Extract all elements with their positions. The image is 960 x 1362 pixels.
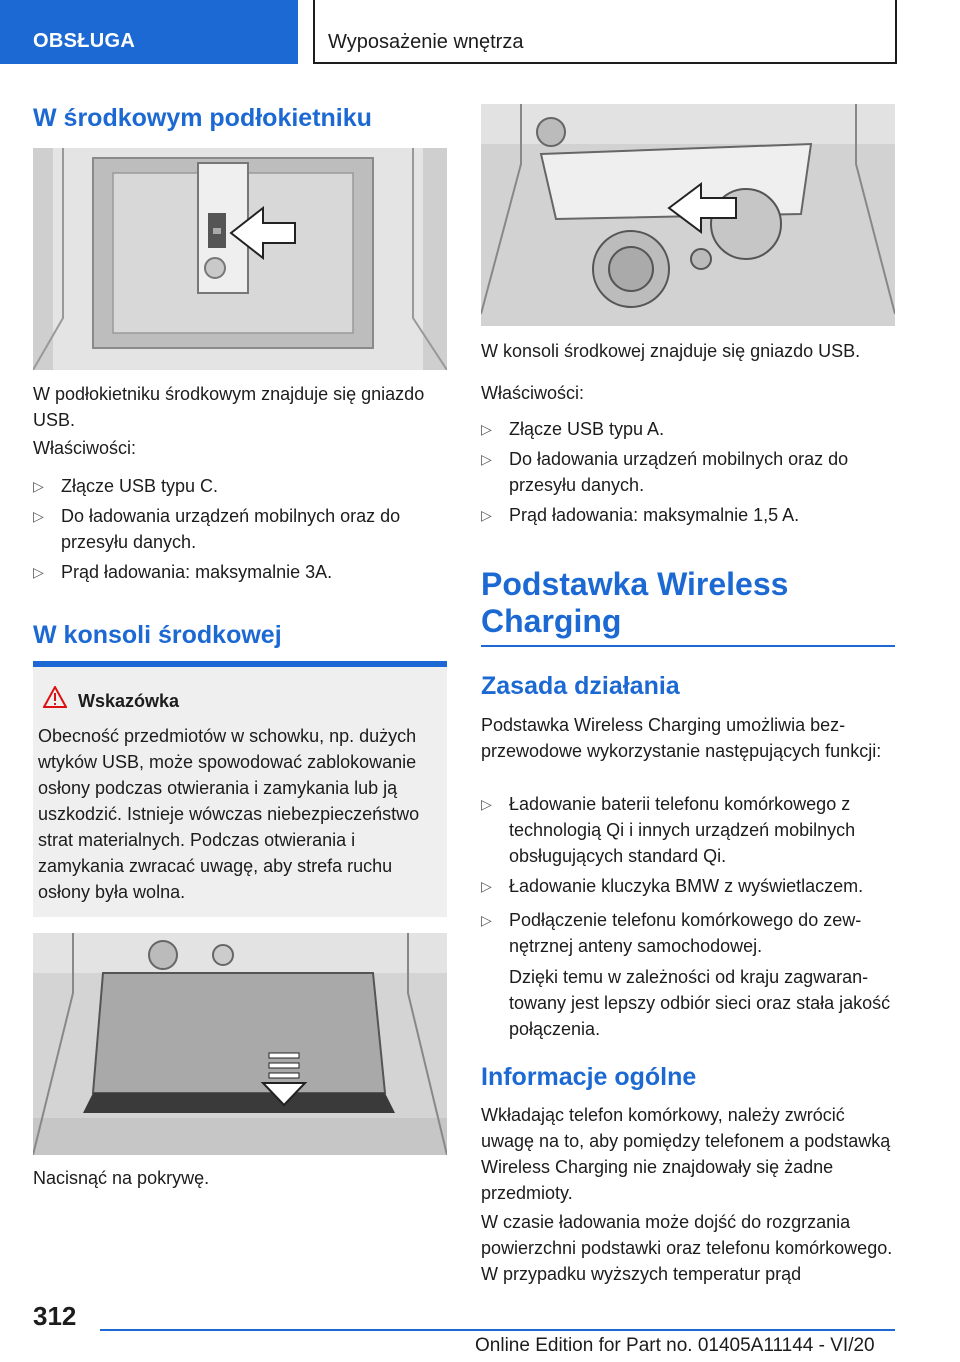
bullet-triangle-icon: ▷ bbox=[33, 508, 44, 524]
warning-box bbox=[33, 661, 447, 917]
bullet-triangle-icon: ▷ bbox=[481, 796, 492, 812]
list-item: ▷ Podłączenie telefonu komórkowego do zewnętrznej anteny samochodowej. bbox=[481, 907, 895, 959]
chapter-header bbox=[313, 0, 897, 64]
list-item: ▷ Złącze USB typu C. bbox=[33, 473, 447, 499]
chapter-label: Wyposażenie wnętrza bbox=[328, 31, 524, 53]
list-item: ▷ Ładowanie baterii telefonu komórkowego z technologią Qi i innych urządzeń mobilnych obsługujących standard Qi. bbox=[481, 791, 895, 869]
section-label: OBSŁUGA bbox=[33, 30, 136, 52]
list-item: ▷ Do ładowania urządzeń mobilnych oraz do przesyłu danych. bbox=[481, 446, 895, 498]
heading-center-console: W konsoli środkowej bbox=[33, 621, 282, 649]
bullet-triangle-icon: ▷ bbox=[33, 478, 44, 494]
bullet-triangle-icon: ▷ bbox=[481, 878, 492, 894]
paragraph-general-1: Wkładając telefon komórkowy, należy zwrócić uwagę na to, aby pomiędzy telefonem a podstawką Wireless Charging nie znajdowały się żadne przedmioty. bbox=[481, 1105, 891, 1203]
page-number: 312 bbox=[33, 1301, 77, 1331]
bullet-triangle-icon: ▷ bbox=[33, 564, 44, 580]
section-tab bbox=[0, 0, 298, 64]
footer-rule bbox=[100, 1329, 895, 1331]
paragraph-principle: Podstawka Wireless Charging umożliwia bezprzewodowe wykorzystanie następujących funkcji: bbox=[481, 715, 882, 761]
footer-edition: Online Edition for Part no. 01405A11144 - VI/20 bbox=[475, 1335, 875, 1356]
bullet-triangle-icon: ▷ bbox=[481, 507, 492, 523]
warning-title: Wskazówka bbox=[78, 691, 180, 711]
list-item: ▷ Ładowanie kluczyka BMW z wyświetlaczem. bbox=[481, 873, 895, 899]
list-item: ▷ Do ładowania urządzeń mobilnych oraz do przesyłu danych. bbox=[33, 503, 447, 555]
title-wireless-charging: Podstawka Wireless Charging bbox=[481, 566, 789, 639]
warning-text: Obecność przedmiotów w schowku, np. dużych wtyków USB, może spowodować zablokowanie osłony podczas otwierania i zamykania lub ją uszkodzić. Istnieje wówczas niebezpieczeństwo strat materialnych. Podczas otwierania i zamykania zwracać uwagę, aby strefa ruchu osłony była wolna. bbox=[38, 726, 420, 902]
console-usb-photo bbox=[481, 104, 895, 326]
caption-armrest: W podłokietniku środkowym znajduje się gniazdo USB. bbox=[33, 384, 425, 430]
heading-general-info: Informacje ogólne bbox=[481, 1063, 697, 1091]
list-item: ▷ Złącze USB typu A. bbox=[481, 416, 895, 442]
caption-console-usb: W konsoli środkowej znajduje się gniazdo USB. bbox=[481, 341, 861, 361]
properties-label-left: Właściwości: bbox=[33, 438, 137, 458]
caption-press-cover: Nacisnąć na pokrywę. bbox=[33, 1168, 210, 1188]
bullet-triangle-icon: ▷ bbox=[481, 912, 492, 928]
heading-armrest: W środkowym podłokietniku bbox=[33, 104, 372, 132]
armrest-usb-photo bbox=[33, 148, 447, 370]
paragraph-general-2: W czasie ładowania może dojść do rozgrzania powierzchni podstawki oraz telefonu komórkowego. W przypadku wyższych temperatur prąd bbox=[481, 1212, 893, 1284]
bullet-triangle-icon: ▷ bbox=[481, 451, 492, 467]
list-item: ▷ Prąd ładowania: maksymalnie 1,5 A. bbox=[481, 502, 895, 528]
title-underline bbox=[481, 645, 895, 647]
heading-principle: Zasada działania bbox=[481, 672, 680, 700]
bullet-note: Dzięki temu w zależności od kraju zagwarantowany jest lepszy odbiór sieci oraz stała jakość połączenia. bbox=[509, 967, 891, 1039]
list-item: ▷ Prąd ładowania: maksymalnie 3A. bbox=[33, 559, 447, 585]
console-cover-photo bbox=[33, 933, 447, 1155]
bullet-triangle-icon: ▷ bbox=[481, 421, 492, 437]
warning-triangle-icon bbox=[43, 686, 67, 713]
properties-label-right: Właściwości: bbox=[481, 383, 585, 403]
